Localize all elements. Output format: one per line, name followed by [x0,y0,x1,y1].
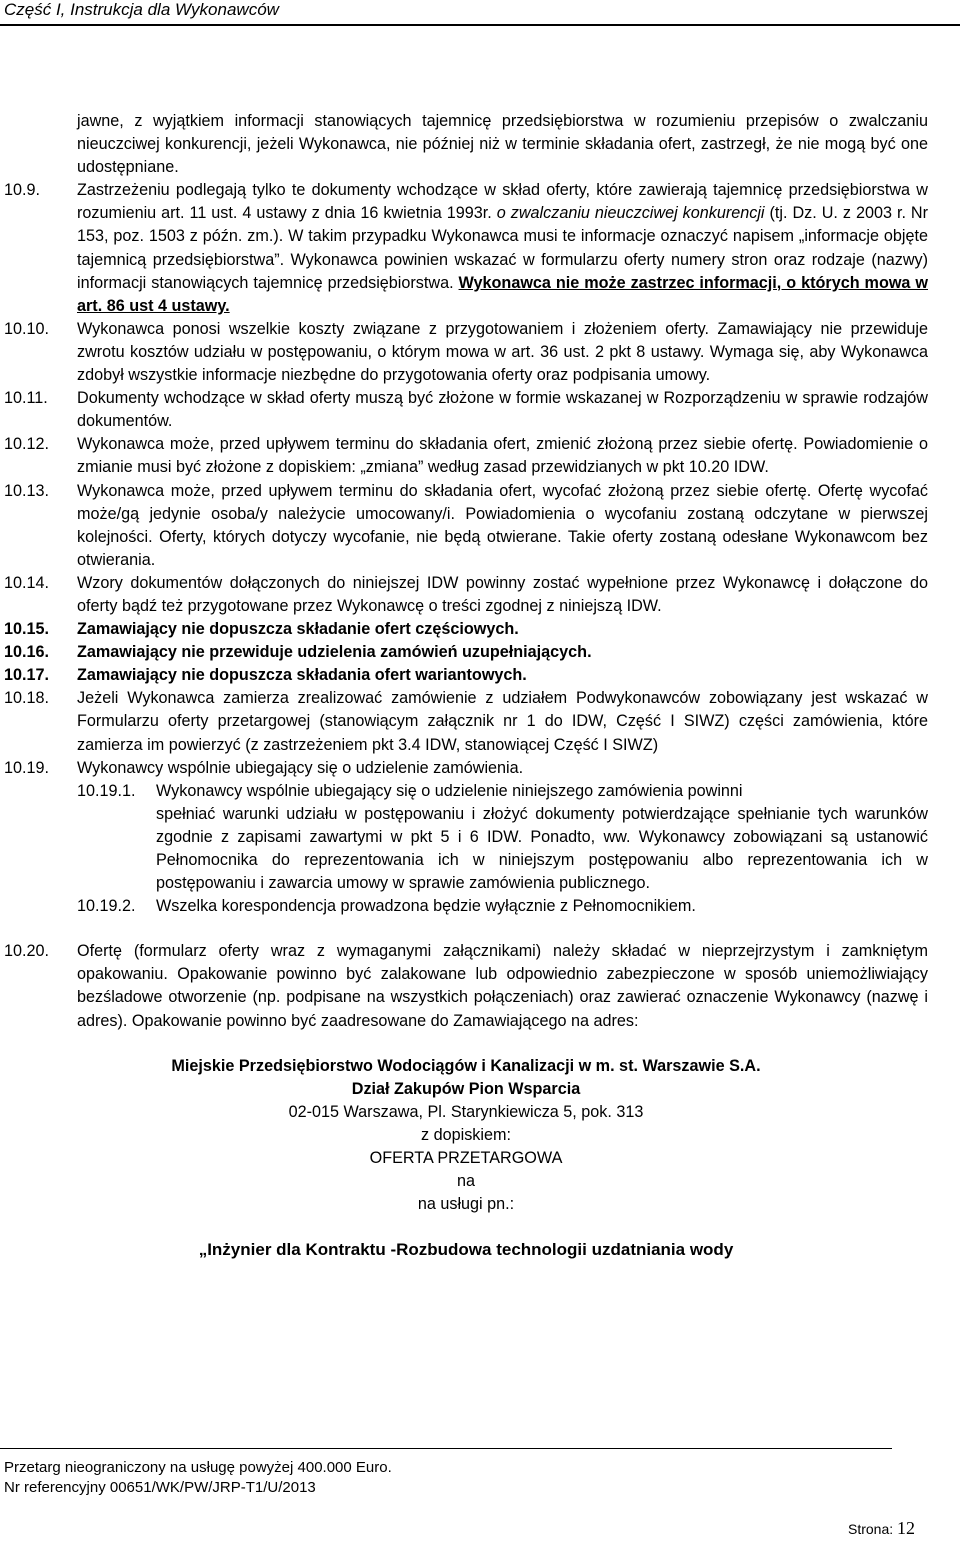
paragraph-number: 10.9. [4,181,41,200]
page-number-value: 12 [897,1518,916,1538]
paragraph-text: Wzory dokumentów dołączonych do niniejszej IDW powinny zostać wypełnione przez Wykonawcę i dołączone do oferty bądź też przygotowane przez Wykonawcę o treści zgodnej z niniejszą IDW. [77,573,928,615]
paragraph-10-18 [4,687,928,756]
offer-label: OFERTA PRZETARGOWA [369,1149,563,1168]
subparagraph-10-19-1 [77,780,928,803]
paragraph-10-14 [4,572,928,618]
paragraph-10-12 [4,433,928,479]
contract-title: „Inżynier dla Kontraktu -Rozbudowa technologii uzdatniania wody [198,1240,734,1260]
paragraph-number: 10.19. [4,758,50,777]
paragraph-text: Wykonawcy wspólnie ubiegający się o udzielenie zamówienia. [77,758,524,777]
paragraph-number: 10.13. [4,481,50,500]
paragraph-number: 10.16. [4,643,50,662]
paragraph-text: Zamawiający nie przewiduje udzielenia zamówień uzupełniających. [77,643,592,662]
company-name: Miejskie Przedsiębiorstwo Wodociągów i Kanalizacji w m. st. Warszawie S.A. [171,1056,761,1075]
footer-rule [0,1448,892,1449]
page-number [848,1518,915,1539]
paragraph-10-13 [4,480,928,572]
street-address: 02-015 Warszawa, Pl. Starynkiewicza 5, pok. 313 [288,1102,644,1121]
paragraph-text: Jeżeli Wykonawca zamierza zrealizować zamówienie z udziałem Podwykonawców zobowiązany jest wskazać w Formularzu oferty przetargowej (stanowiącym załącznik nr 1 do IDW, Część I SIWZ) części zamówienia, które zamierza im powierzyć (z zastrzeżeniem pkt 3.4 IDW, stanowiącej Część I SIWZ) [77,689,928,754]
subparagraph-text-cont: spełniać warunki udziału w postępowaniu i złożyć dokumenty potwierdzające spełnianie tych warunków zgodnie z zapisami zawartymi w pkt 5 i 6 IDW. Ponadto, ww. Wykonawcy zobowiązani są ustanowić Pełnomocnika do reprezentowania ich w niniejszym postępowaniu albo reprezentowania ich w postępowaniu i zawarcia umowy w sprawie zamówienia publicznego. [156,804,928,893]
paragraph-10-11 [4,387,928,433]
paragraph-text: Wykonawca ponosi wszelkie koszty związane z przygotowaniem i złożeniem oferty. Zamawiający nie przewiduje zwrotu kosztów udziału w postępowaniu, o którym mowa w art. 36 ust. 2 pkt 8 ustawy. Wymaga się, aby Wykonawca zdobył wszystkie informacje niezbędne do przygotowania oferty oraz podpisania umowy. [77,319,928,385]
paragraph-number: 10.12. [4,435,50,454]
paragraph-number: 10.10. [4,319,50,338]
paragraph-text: Ofertę (formularz oferty wraz z wymaganymi załącznikami) należy składać w nieprzejrzystym i zamkniętym opakowaniu. Opakowanie powinno być zalakowane lub odpowiednio zabezpieczone w sposób uniemożliwiający bezśladowe otworzenie (np. podpisane na wszystkich połączeniach) oraz zawierać oznaczenie Wykonawcy (nazwę i adres). Opakowanie powinno być zaadresowane do Zamawiającego na adres: [77,942,928,1030]
paragraph-text: Zamawiający nie dopuszcza składania ofert wariantowych. [77,666,527,685]
paragraph-10-17 [4,664,928,687]
paragraph-number: 10.11. [4,389,48,408]
subparagraph-text: Wykonawcy wspólnie ubiegający się o udzielenie niniejszego zamówienia powinni [156,781,743,800]
service-label: na usługi pn.: [417,1195,515,1214]
subparagraph-text: Wszelka korespondencja prowadzona będzie wyłącznie z Pełnomocnikiem. [156,897,696,916]
paragraph-text: Dokumenty wchodzące w skład oferty muszą być złożone w formie wskazanej w Rozporządzeniu w sprawie rodzajów dokumentów. [77,389,928,431]
document-body [4,110,928,1261]
bold-underlined-note: Wykonawca nie może zastrzec informacji, o których mowa w art. 86 ust 4 ustawy. [77,273,928,315]
paragraph-text: jawne, z wyjątkiem informacji stanowiących tajemnicę przedsiębiorstwa w rozumieniu przepisów o zwalczaniu nieuczciwej konkurencji, jeżeli Wykonawca, nie później niż w terminie składania ofert, zastrzegł, że nie mogą być one udostępniane. [77,112,928,177]
italic-act-name: o zwalczaniu nieuczciwej konkurencji [496,204,765,223]
header-rule [0,24,960,26]
page-label: Strona: [848,1521,894,1537]
running-header: Część I, Instrukcja dla Wykonawców [4,0,279,19]
annotation-label: z dopiskiem: [421,1125,511,1144]
paragraph-10-20 [4,940,928,1032]
delivery-address [4,1055,928,1262]
on-label: na [456,1172,475,1191]
department-name: Dział Zakupów Pion Wsparcia [351,1079,581,1098]
paragraph-number: 10.18. [4,689,50,708]
paragraph-text: Zastrzeżeniu podlegają tylko te dokumenty wchodzące w skład oferty, które zawierają tajemnicę przedsiębiorstwa w rozumieniu art. 11 ust. 4 ustawy z dnia 16 kwietnia 1993r. [77,181,928,223]
reference-number: Nr referencyjny 00651/WK/PW/JRP-T1/U/2013 [4,1479,316,1496]
paragraph-text: Zamawiający nie dopuszcza składanie ofert częściowych. [77,620,519,639]
paragraph-number: 10.17. [4,666,50,685]
paragraph-number: 10.15. [4,620,50,639]
subparagraph-number: 10.19.1. [77,781,136,800]
paragraph-number: 10.20. [4,942,50,961]
paragraph-10-9 [4,179,928,318]
subparagraph-number: 10.19.2. [77,897,136,916]
paragraph-text: Wykonawca może, przed upływem terminu do składania ofert, wycofać złożoną przez siebie ofertę. Ofertę wycofać może/gą jedynie osoba/y należycie umocowany/i. Powiadomienia o wycofaniu zostaną odczytane w pierwszej kolejności. Oferty, których dotyczy wycofanie, nie będą otwierane. Takie oferty zostaną odesłane Wykonawcom bez otwierania. [77,481,928,569]
paragraph-text-cont: (tj. Dz. U. z 2003 r. Nr 153, poz. 1503 z późn. zm.). W takim przypadku Wykonawca musi te informacje oznaczyć napisem „informacje objęte tajemnicą przedsiębiorstwa”. Wykonawca powinien wskazać w formularzu oferty numery stron oraz rodzaje (nazwy) informacji stanowiących tajemnicę przedsiębiorstwa. [77,204,929,292]
paragraph-intro [4,110,928,179]
paragraph-10-16 [4,641,928,664]
paragraph-10-15 [4,618,928,641]
running-footer [4,1458,392,1498]
paragraph-10-10 [4,318,928,387]
subparagraph-10-19-2 [77,895,928,918]
paragraph-10-19 [4,757,928,780]
paragraph-number: 10.14. [4,573,50,592]
tender-type: Przetarg nieograniczony na usługę powyżej 400.000 Euro. [4,1459,392,1476]
paragraph-text: Wykonawca może, przed upływem terminu do składania ofert, zmienić złożoną przez siebie ofertę. Powiadomienie o zmianie musi być złożone z dopiskiem: „zmiana” według zasad przewidzianych w pkt 10.20 IDW. [77,435,928,477]
